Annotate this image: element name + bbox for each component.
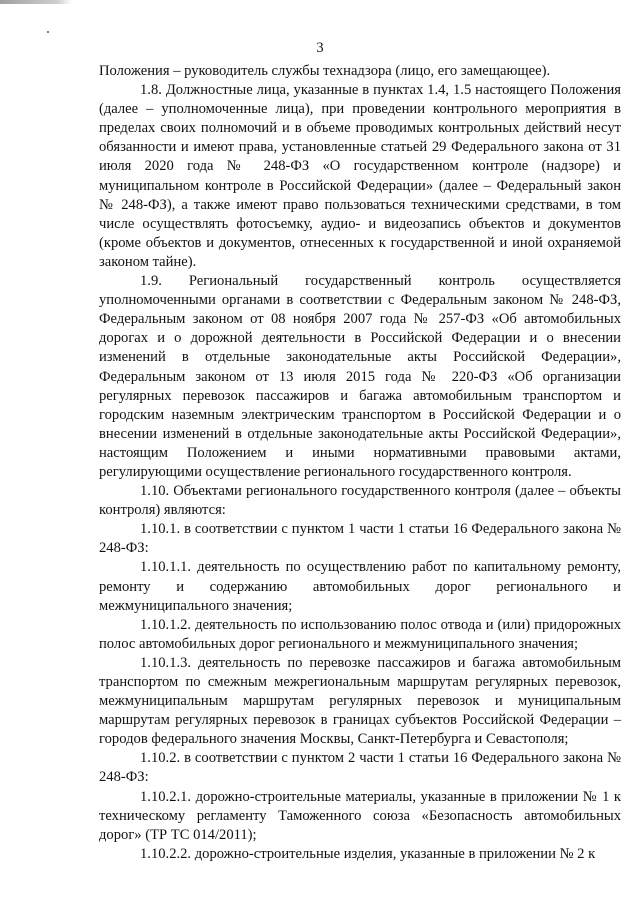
paragraph-1-10-1-3: 1.10.1.3. деятельность по перевозке пассажиров и багажа автомобильным транспортом по смежным межрегиональным маршрутам регулярных перевозок, межмуниципальным маршрутам регулярных перевозок и муниципальным маршрутам регулярных перевозок в границах субъектов Российской Федерации – городов федерального значения Москвы, Санкт-Петербурга и Севастополя; [99, 654, 621, 748]
paragraph-1-8: 1.8. Должностные лица, указанные в пунктах 1.4, 1.5 настоящего Положения (далее – уполномоченные лица), при проведении контрольного мероприятия в пределах своих полномочий и в объеме проводимых контрольных действий несут обязанности и имеют права, установленные статьей 29 Федерального закона от 31 июля 2020 года № 248-ФЗ «О государственном контроле (надзоре) и муниципальном контроле в Российской Федерации» (далее – Федеральный закон № 248-ФЗ), а также имеют право пользоваться техническими средствами, в том числе осуществлять фотосъемку, аудио- и видеозапись объектов и документов (кроме объектов и документов, отнесенных к государственной и иной охраняемой законом тайне). [99, 82, 621, 270]
paragraph-1-10-2-2: 1.10.2.2. дорожно-строительные изделия, указанные в приложении № 2 к [140, 845, 596, 862]
paragraph-1-10-1: 1.10.1. в соответствии с пунктом 1 части 1 статьи 16 Федерального закона № 248-ФЗ: [99, 521, 621, 557]
document-body [99, 62, 621, 864]
scan-edge-artifact [0, 0, 72, 4]
paragraph-1-10: 1.10. Объектами регионального государственного контроля (далее – объекты контроля) являются: [99, 483, 621, 519]
paragraph-1-9: 1.9. Региональный государственный контроль осуществляется уполномоченными органами в соответствии с Федеральным законом № 248-ФЗ, Федеральным законом от 08 ноября 2007 года № 257-ФЗ «Об автомобильных дорогах и о дорожной деятельности в Российской Федерации и о внесении изменений в отдельные законодательные акты Российской Федерации», Федеральным законом от 13 июля 2015 года № 220-ФЗ «Об организации регулярных перевозок пассажиров и багажа автомобильным транспортом и городским наземным электрическим транспортом в Российской Федерации и о внесении изменений в отдельные законодательные акты Российской Федерации», настоящим Положением и иными нормативными правовыми актами, регулирующими осуществление регионального государственного контроля. [99, 273, 621, 480]
paragraph-1-10-2: 1.10.2. в соответствии с пунктом 2 части 1 статьи 16 Федерального закона № 248-ФЗ: [99, 750, 621, 786]
paragraph-continuation: Положения – руководитель службы технадзора (лицо, его замещающее). [99, 63, 551, 79]
paragraph-1-10-1-2: 1.10.1.2. деятельность по использованию полос отвода и (или) придорожных полос автомобильных дорог регионального и межмуниципального значения; [99, 616, 621, 652]
page-number: 3 [316, 40, 324, 56]
paragraph-1-10-1-1: 1.10.1.1. деятельность по осуществлению работ по капитальному ремонту, ремонту и содержанию автомобильных дорог регионального и межмуниципального значения; [99, 559, 621, 614]
paragraph-1-10-2-1: 1.10.2.1. дорожно-строительные материалы, указанные в приложении № 1 к техническому регламенту Таможенного союза «Безопасность автомобильных дорог» (ТР ТС 014/2011); [99, 788, 621, 843]
scan-speck [47, 31, 49, 33]
